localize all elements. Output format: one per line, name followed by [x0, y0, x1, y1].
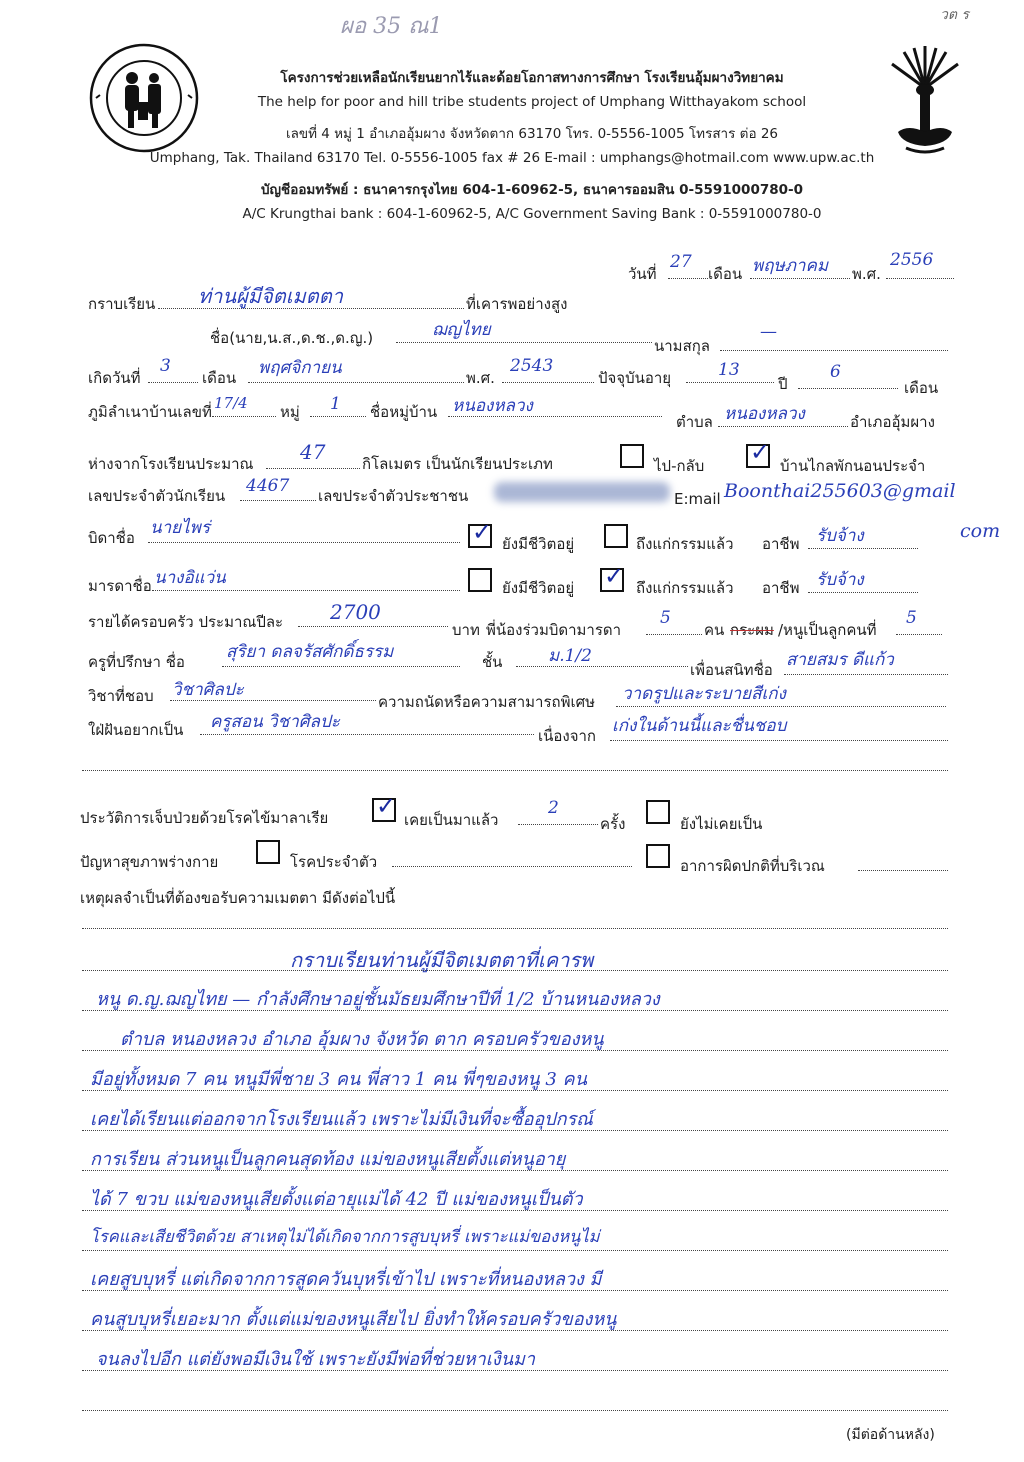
surname-label: นามสกุล — [654, 337, 710, 355]
tambon-label: ตำบล — [676, 413, 713, 431]
letter-line-10: คนสูบบุหรี่เยอะมาก ตั้งแต่แม่ของหนูเสียไป ยิ่งทำให้ครอบครัวของหนู — [90, 1309, 617, 1330]
child-order-value: 5 — [906, 608, 917, 628]
reason-label: เหตุผลจำเป็นที่ต้องขอรับความเมตตา มีดังต่อไปนี้ — [80, 889, 396, 907]
header-project-th: โครงการช่วยเหลือนักเรียนยากไร้และด้อยโอกาสทางการศึกษา โรงเรียนอุ้มผางวิทยาคม — [280, 70, 784, 86]
child-order-label: /หนูเป็นลูกคนที่ — [778, 621, 877, 639]
letter-line-5: เคยได้เรียนแต่ออกจากโรงเรียนแล้ว เพราะไม่มีเงินที่จะซื้ออุปกรณ์ — [90, 1109, 593, 1130]
born-year-label: พ.ศ. — [466, 369, 495, 387]
mother-dead-checkbox[interactable] — [600, 562, 625, 592]
letter-line-1: กราบเรียนท่านผู้มีจิตเมตตาที่เคารพ — [290, 948, 594, 972]
check-mark-icon: ✓ — [472, 518, 493, 546]
class-value: ม.1/2 — [548, 646, 592, 666]
letter-line-7: ได้ 7 ขวบ แม่ของหนูเสียตั้งแต่อายุแม่ได้ 42 ปี แม่ของหนูเป็นตัว — [90, 1189, 583, 1210]
date-month-label: เดือน — [708, 265, 743, 283]
born-day-label: เกิดวันที่ — [88, 369, 141, 387]
amphoe-label: อำเภออุ้มผาง — [850, 413, 935, 431]
age-label: ปัจจุบันอายุ — [598, 369, 672, 387]
distance-value: 47 — [300, 440, 326, 464]
student-id-value: 4467 — [246, 476, 290, 496]
years-label: ปี — [778, 375, 788, 393]
abnormal-label: อาการผิดปกติที่บริเวณ — [680, 857, 825, 875]
letter-line-8: โรคและเสียชีวิตด้วย สาเหตุไม่ได้เกิดจากการสูบบุหรี่ เพราะแม่ของหนูไม่ — [90, 1227, 600, 1246]
income-value: 2700 — [330, 600, 381, 624]
teacher-label: ครูที่ปรึกษา ชื่อ — [88, 653, 185, 671]
mother-job-value: รับจ้าง — [816, 570, 864, 590]
father-job-label: อาชีพ — [762, 535, 800, 553]
surname-value: — — [760, 322, 777, 342]
age-years-value: 13 — [718, 360, 740, 380]
class-label: ชั้น — [482, 653, 503, 671]
name-label: ชื่อ(นาย,น.ส.,ด.ช.,ด.ญ.) — [210, 329, 374, 347]
greeting-suffix: ที่เคารพอย่างสูง — [466, 295, 568, 313]
check-mark-icon: ✓ — [376, 792, 397, 820]
father-dead-label: ถึงแก่กรรมแล้ว — [636, 535, 734, 553]
letter-line-6: การเรียน ส่วนหนูเป็นลูกคนสุดท้อง แม่ของหนูเสียตั้งแต่หนูอายุ — [90, 1149, 566, 1170]
mother-job-label: อาชีพ — [762, 579, 800, 597]
boarding-checkbox[interactable] — [746, 438, 771, 468]
commute-label: ไป-กลับ — [654, 457, 705, 475]
email-label: E:mail — [674, 490, 721, 508]
citizen-id-label: เลขประจำตัวประชาชน — [318, 487, 469, 505]
person-label: คน — [704, 621, 725, 639]
talent-value: วาดรูปและระบายสีเก่ง — [622, 684, 786, 704]
age-months-value: 6 — [830, 362, 841, 382]
baht-label: บาท — [452, 621, 480, 639]
moo-value: 1 — [330, 394, 341, 414]
malaria-no-checkbox[interactable] — [646, 800, 670, 824]
health-label: ปัญหาสุขภาพร่างกาย — [80, 853, 219, 871]
greeting-value: ท่านผู้มีจิตเมตตา — [198, 284, 343, 308]
village-value: หนองหลวง — [452, 396, 533, 416]
born-year-value: 2543 — [510, 356, 554, 376]
tambon-value: หนองหลวง — [724, 404, 805, 424]
father-dead-checkbox[interactable] — [604, 524, 628, 548]
commute-checkbox[interactable] — [620, 444, 644, 468]
times-label: ครั้ง — [600, 815, 626, 833]
born-month-value: พฤศจิกายน — [258, 358, 342, 378]
name-value: ฌญไทย — [432, 320, 491, 340]
malaria-yes-label: เคยเป็นมาแล้ว — [404, 811, 499, 829]
village-label: ชื่อหมู่บ้าน — [370, 403, 438, 421]
siblings-value: 5 — [660, 608, 671, 628]
header-bank-th: บัญชีออมทรัพย์ : ธนาคารกรุงไทย 604-1-60962-5, ธนาคารออมสิน 0-5591000780-0 — [260, 182, 804, 198]
header-project-en: The help for poor and hill tribe students project of Umphang Witthayakom school — [257, 94, 807, 110]
chronic-label: โรคประจำตัว — [290, 853, 378, 871]
father-value: นายไพร่ — [150, 518, 211, 538]
income-label: รายได้ครอบครัว ประมาณปีละ — [88, 613, 284, 631]
because-value: เก่งในด้านนี้และชื่นชอบ — [612, 716, 787, 736]
malaria-times-value: 2 — [548, 798, 559, 818]
friend-label: เพื่อนสนิทชื่อ — [690, 661, 773, 679]
date-year-value: 2556 — [890, 250, 934, 270]
student-id-label: เลขประจำตัวนักเรียน — [88, 487, 226, 505]
km-label: กิโลเมตร เป็นนักเรียนประเภท — [362, 455, 553, 473]
siblings-label: พี่น้องร่วมบิดามารดา — [486, 621, 622, 639]
months-label: เดือน — [904, 379, 939, 397]
mother-label: มารดาชื่อ — [88, 577, 152, 595]
email-suffix: com — [960, 520, 1001, 542]
malaria-no-label: ยังไม่เคยเป็น — [680, 815, 763, 833]
date-day-value: 27 — [670, 252, 692, 272]
born-day-value: 3 — [160, 356, 171, 376]
home-label: ภูมิลำเนาบ้านเลขที่ — [88, 403, 212, 421]
date-month-value: พฤษภาคม — [752, 256, 829, 276]
father-label: บิดาชื่อ — [88, 529, 135, 547]
header-address-th: เลขที่ 4 หมู่ 1 อำเภออุ้มผาง จังหวัดตาก 63170 โทร. 0-5556-1005 โทรสาร ต่อ 26 — [285, 126, 779, 142]
mother-alive-checkbox[interactable] — [468, 568, 492, 592]
father-alive-checkbox[interactable] — [468, 518, 493, 548]
check-mark-icon: ✓ — [604, 562, 625, 590]
distance-label: ห่างจากโรงเรียนประมาณ — [88, 455, 254, 473]
letter-line-11: จนลงไปอีก แต่ยังพอมีเงินใช้ เพราะยังมีพ่อที่ช่วยหาเงินมา — [96, 1349, 535, 1370]
because-label: เนื่องจาก — [538, 727, 597, 745]
email-value: Boonthai255603@gmail — [724, 480, 956, 502]
check-mark-icon: ✓ — [750, 438, 771, 466]
header-address-en: Umphang, Tak. Thailand 63170 Tel. 0-5556-1005 fax # 26 E-mail : umphangs@hotmail.com www.upw.ac.th — [149, 150, 875, 166]
mother-value: นางอิแว่น — [154, 568, 226, 588]
father-job-value: รับจ้าง — [816, 526, 864, 546]
father-alive-label: ยังมีชีวิตอยู่ — [502, 535, 575, 553]
chronic-checkbox[interactable] — [256, 840, 280, 864]
page-mark-top-left: ผอ 35 ณ1 — [340, 14, 443, 39]
date-day-label: วันที่ — [628, 265, 657, 283]
child-order-struck: กระผม — [730, 621, 774, 639]
letter-line-2: หนู ด.ญ.ฌญไทย — กำลังศึกษาอยู่ชั้นมัธยมศึกษาปีที่ 1/2 บ้านหนองหลวง — [96, 989, 660, 1010]
letter-line-3: ตำบล หนองหลวง อำเภอ อุ้มผาง จังหวัด ตาก ครอบครัวของหนู — [120, 1029, 604, 1050]
talent-label: ความถนัดหรือความสามารถพิเศษ — [378, 693, 596, 711]
dream-value: ครูสอน วิชาศิลปะ — [210, 712, 340, 732]
mother-dead-label: ถึงแก่กรรมแล้ว — [636, 579, 734, 597]
abnormal-checkbox[interactable] — [646, 844, 670, 868]
home-no-value: 17/4 — [214, 394, 248, 412]
subject-value: วิชาศิลปะ — [172, 680, 244, 700]
born-month-label: เดือน — [202, 369, 237, 387]
citizen-id-redaction — [494, 482, 670, 502]
header-bank-en: A/C Krungthai bank : 604-1-60962-5, A/C Government Saving Bank : 0-5591000780-0 — [242, 206, 822, 222]
mother-alive-label: ยังมีชีวิตอยู่ — [502, 579, 575, 597]
malaria-yes-checkbox[interactable] — [372, 792, 397, 822]
teacher-value: สุริยา ดลจรัสศักดิ์ธรรม — [226, 642, 394, 662]
dream-label: ใฝ่ฝันอยากเป็น — [88, 721, 184, 739]
subject-label: วิชาที่ชอบ — [88, 687, 154, 705]
letter-line-9: เคยสูบบุหรี่ แต่เกิดจากการสูดควันบุหรี่เข้าไป เพราะที่หนองหลวง มี — [90, 1269, 602, 1290]
continued-note: (มีต่อด้านหลัง) — [846, 1427, 935, 1443]
page-mark-top-right: วต ร — [940, 7, 969, 23]
letter-line-4: มีอยู่ทั้งหมด 7 คน หนูมีพี่ชาย 3 คน พี่สาว 1 คน พี่ๆของหนู 3 คน — [90, 1069, 587, 1090]
greeting-label: กราบเรียน — [88, 295, 156, 313]
moo-label: หมู่ — [280, 403, 300, 421]
friend-value: สายสมร ดีแก้ว — [786, 650, 894, 670]
malaria-label: ประวัติการเจ็บป่วยด้วยโรคไข้มาลาเรีย — [80, 809, 329, 827]
boarding-label: บ้านไกลพักนอนประจำ — [780, 457, 926, 475]
date-year-label: พ.ศ. — [852, 265, 881, 283]
